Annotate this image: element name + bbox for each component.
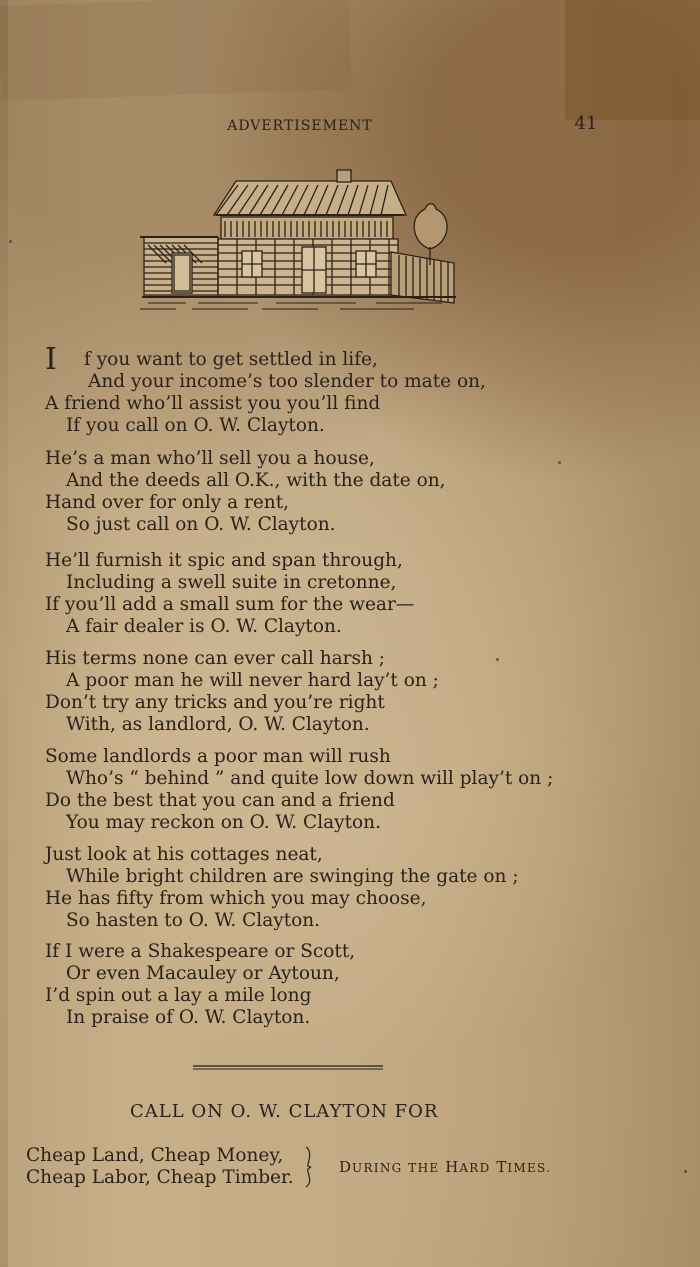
poem-line: If I were a Shakespeare or Scott, [45,941,356,962]
poem-stanza-5 [45,746,565,834]
paper-stain [0,0,352,101]
paper-fleck [496,658,499,661]
poem-line: He’ll furnish it spic and span through, [45,550,403,571]
poem-line: Do the best that you can and a friend [45,790,395,811]
poem-line: And the deeds all O.K., with the date on, [66,470,446,491]
hard-times-the: THE [408,1161,440,1175]
poem-stanza-3 [45,550,565,638]
house-icon [136,167,458,319]
poem-line: Including a swell suite in cretonne, [66,572,397,593]
poem-line: Who’s “ behind ” and quite low down will play’t on ; [66,768,554,789]
paper-fleck [9,240,12,243]
poem-line: With, as landlord, O. W. Clayton. [66,714,370,735]
poem-line: Hand over for only a rent, [45,492,290,513]
divider-rule [193,1064,383,1071]
drop-cap: I [45,342,57,377]
hard-times-d: D [339,1158,353,1176]
poem-line: Don’t try any tricks and you’re right [45,692,385,713]
poem-line: So just call on O. W. Clayton. [66,514,336,535]
poem-line: In praise of O. W. Clayton. [66,1007,311,1028]
poem-stanza-7 [45,941,565,1029]
poem-line-text: f you want to get settled in life, [84,349,378,370]
poem-stanza-2 [45,448,565,536]
poem-line: If you call on O. W. Clayton. [66,415,325,436]
hard-times-imes: IMES. [507,1161,552,1175]
offer-line: Cheap Labor, Cheap Timber. [26,1167,294,1188]
poem-line: Some landlords a poor man will rush [45,746,391,767]
page-number: 41 [574,113,598,134]
offer-line: Cheap Land, Cheap Money, [26,1145,284,1166]
page-title: ADVERTISEMENT [227,118,373,134]
poem-line: If you’ll add a small sum for the wear— [45,594,415,615]
poem-stanza-4 [45,648,565,736]
poem-line: While bright children are swinging the gate on ; [66,866,519,887]
hard-times-uring: URING [352,1161,403,1175]
poem-line: You may reckon on O. W. Clayton. [66,812,381,833]
poem-stanza-1 [45,342,565,437]
page-edge-shadow [0,0,8,1267]
paper-fleck [558,461,561,464]
poem-line: And your income’s too slender to mate on, [88,371,486,392]
hard-times-ard: ARD [459,1161,491,1175]
poem-line: A friend who’ll assist you you’ll find [45,393,381,414]
poem-line: Just look at his cottages neat, [45,844,323,865]
hard-times-label [339,1158,584,1176]
poem-line: A fair dealer is O. W. Clayton. [66,616,342,637]
poem-stanza-6 [45,844,565,932]
poem-line: So hasten to O. W. Clayton. [66,910,321,931]
call-on-heading: CALL ON O. W. CLAYTON FOR [130,1101,439,1122]
poem-line [45,342,565,377]
poem-line: His terms none can ever call harsh ; [45,648,386,669]
poem-line: I’d spin out a lay a mile long [45,985,312,1006]
paper-stain-dark [565,0,700,120]
offer-list [26,1145,311,1189]
paper-fleck [684,1170,687,1173]
brace-icon [302,1145,314,1189]
poem-line: Or even Macauley or Aytoun, [66,963,340,984]
hard-times-h: H [445,1158,460,1176]
poem-line: A poor man he will never hard lay’t on ; [66,670,439,691]
poem-line: He’s a man who’ll sell you a house, [45,448,375,469]
poem-line: He has fifty from which you may choose, [45,888,427,909]
hard-times-t: T [496,1158,508,1176]
